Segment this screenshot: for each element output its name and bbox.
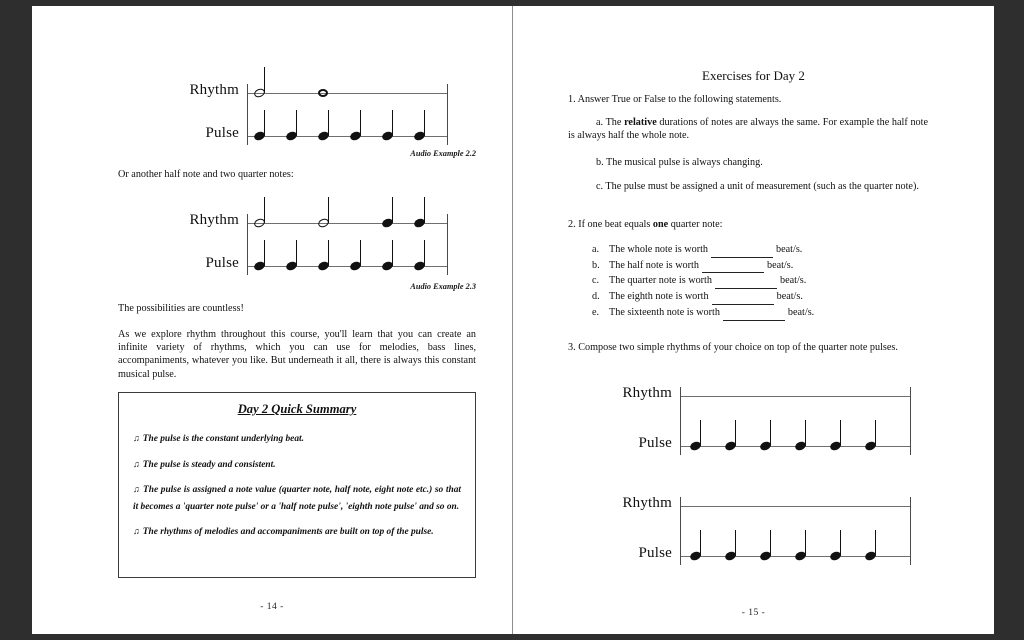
staff-line-rhythm [680,506,910,507]
pulse-stem [805,420,806,446]
exercises-title: Exercises for Day 2 [702,68,805,83]
stave-label-rhythm: Rhythm [622,495,672,511]
pulse-stem [735,530,736,556]
staff-line-rhythm [247,93,447,94]
pulse-stem [264,110,265,136]
barline-left [247,84,248,145]
summary-item-text: The pulse is assigned a note value (quarter note, half note, eight note etc.) so that it becomes a 'quarter note pulse' or a 'half note pulse', 'eighth note pulse' and so on. [133,485,461,512]
summary-item-text: The rhythms of melodies and accompaniments are built on top of the pulse. [142,527,434,537]
staff-line-rhythm [680,396,910,397]
audio-example-label-2: Audio Example 2.3 [410,282,476,291]
question-2-emphasis: one [652,219,669,230]
pulse-stem [424,240,425,266]
list-marker: e. [592,306,600,318]
rhythm-stem [392,197,393,223]
fill-in-suffix: beat/s. [766,259,794,271]
question-1-item-c: c. The pulse must be assigned a unit of measurement (such as the quarter note). [596,181,919,192]
pulse-stem [805,530,806,556]
summary-item-text: The pulse is steady and consistent. [142,459,276,470]
stave-label-pulse: Pulse [638,545,672,561]
fill-in-prefix: The eighth note is worth [609,291,709,303]
barline-left [247,214,248,275]
pulse-stem [840,530,841,556]
pulse-stem [770,530,771,556]
fill-in-list-item [592,242,932,258]
pulse-stem [360,110,361,136]
pulse-stem [264,240,265,266]
rhythm-stem [264,197,265,223]
stave-label-pulse: Pulse [205,255,239,271]
pulse-stem [328,110,329,136]
question-1-a-post: durations of notes are always the same. For example the half note is always half the whole note. [568,117,928,142]
stave-label-pulse: Pulse [638,435,672,451]
pulse-stem [700,530,701,556]
summary-item [133,523,461,541]
caption-text-1: Or another half note and two quarter notes: [118,169,294,180]
list-marker: c. [592,275,600,287]
document-page-left[interactable] [32,6,512,634]
rhythm-stem [424,197,425,223]
caption-text-2: The possibilities are countless! [118,303,244,314]
fill-in-suffix: beat/s. [776,244,803,255]
answer-blank[interactable] [712,295,774,305]
music-stave-rhythm-pulse-2 [142,204,453,292]
music-note-icon: ♫ [133,526,140,536]
pulse-stem [392,110,393,136]
body-paragraph: As we explore rhythm throughout this course, you'll learn that you can create an infinite variety of rhythms, which you can use for melodies, bass lines, accompaniments, whatever you like. But underneath it all, there is always this constant musical pulse. [118,329,476,380]
music-note-icon: ♫ [133,484,141,494]
question-2-fill-in-list [592,242,932,321]
fill-in-list-item [592,273,932,289]
list-marker: d. [592,291,600,303]
fill-in-prefix: The quarter note is worth [609,275,712,287]
answer-blank[interactable] [715,279,777,289]
pulse-stem [770,420,771,446]
fill-in-prefix: The sixteenth note is worth [609,306,720,318]
fill-in-suffix: beat/s. [776,291,803,303]
pulse-stem [840,420,841,446]
fill-in-prefix: The whole note is worth [609,244,709,255]
stave-label-rhythm: Rhythm [622,385,672,401]
summary-item [133,430,461,448]
stave-label-rhythm: Rhythm [189,212,239,228]
barline-left [680,387,681,455]
day-2-quick-summary-box [118,392,476,578]
barline-left [680,497,681,565]
pulse-stem [328,240,329,266]
pulse-stem [296,240,297,266]
fill-in-suffix: beat/s. [779,275,807,287]
answer-blank[interactable] [702,263,764,273]
question-2 [568,218,928,231]
summary-item [133,481,461,515]
fill-in-list-item [592,305,932,321]
rhythm-stem [328,197,329,223]
question-1-a-pre: a. The [596,117,625,128]
audio-example-label-1: Audio Example 2.2 [410,149,476,158]
fill-in-prefix: The half note is worth [609,259,699,271]
pulse-stem [296,110,297,136]
music-note-icon: ♫ [133,458,140,469]
stave-label-rhythm: Rhythm [189,82,239,98]
question-1-a-emphasis: relative [624,117,657,128]
list-marker: a. [592,244,600,255]
pulse-stem [735,420,736,446]
pulse-stem [875,420,876,446]
pulse-stem [700,420,701,446]
summary-item-list [133,430,461,541]
music-note-icon: ♫ [133,433,140,443]
pulse-stem [392,240,393,266]
pulse-stem [875,530,876,556]
question-1: 1. Answer True or False to the following statements. [568,94,782,105]
barline-right [910,387,911,455]
summary-item [133,456,461,474]
summary-item-text: The pulse is the constant underlying beat. [142,434,304,444]
stave-label-pulse: Pulse [205,125,239,141]
fill-in-list-item [592,258,932,274]
answer-blank[interactable] [723,311,785,321]
page-number-right: - 15 - [741,608,766,618]
barline-right [910,497,911,565]
question-3: 3. Compose two simple rhythms of your choice on top of the quarter note pulses. [568,342,898,353]
question-1-item-a [568,116,928,142]
question-1-item-b: b. The musical pulse is always changing. [596,157,763,168]
fill-in-list-item [592,289,932,305]
pulse-stem [360,240,361,266]
music-stave-exercise-2 [600,488,916,582]
barline-right [447,84,448,145]
rhythm-stem [264,67,265,93]
fill-in-suffix: beat/s. [787,306,815,318]
answer-blank[interactable] [711,248,773,258]
summary-title: Day 2 Quick Summary [237,402,357,416]
pulse-stem [424,110,425,136]
page-number-left: - 14 - [260,602,284,612]
list-marker: b. [592,259,600,271]
question-2-post: quarter note: [668,219,723,230]
rhythm-whole-note [318,89,328,97]
question-2-pre: 2. If one beat equals [568,219,653,230]
music-stave-exercise-1 [600,378,916,472]
barline-right [447,214,448,275]
